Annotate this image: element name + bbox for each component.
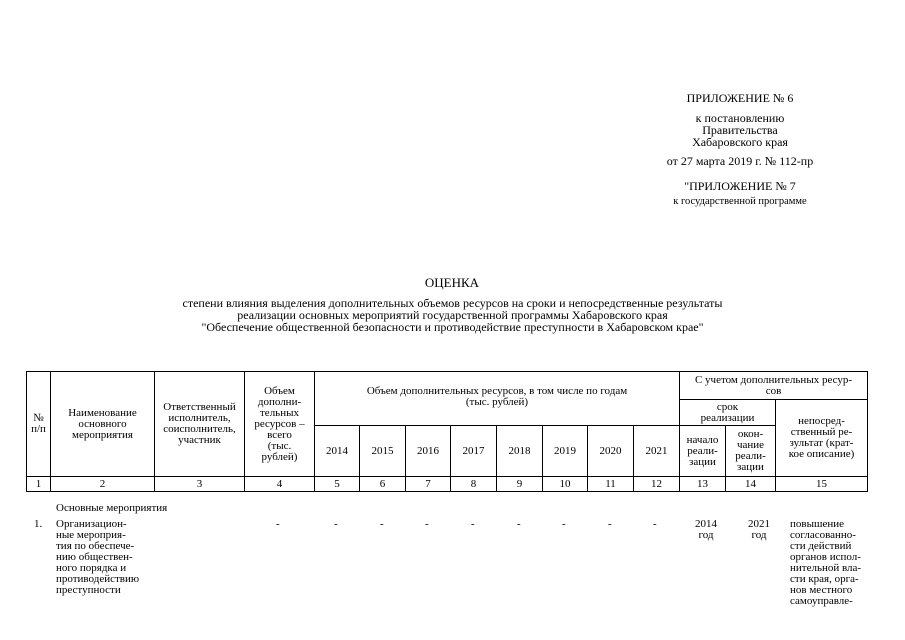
section-label: Основные мероприятия [56,502,168,514]
appendix-line-3: Хабаровского края [692,135,788,149]
col-header-name: Наименование основного мероприятия [51,372,155,477]
col-number-cell: 12 [634,477,680,492]
col-header-year: 2017 [451,426,497,477]
col-header-start: начало реали- зации [680,426,726,477]
col-header-term: срок реализации [680,400,776,426]
col-header-result-group: С учетом дополнительных ресур- сов [680,372,868,400]
col-number-cell: 6 [360,477,406,492]
col-header-year: 2018 [497,426,543,477]
appendix-title: ПРИЛОЖЕНИЕ № 6 [686,91,794,105]
col-number-cell: 4 [245,477,315,492]
document-subtitle-line-2: реализации основных мероприятий государственной программы Хабаровского края [237,308,668,322]
col-header-year: 2020 [588,426,634,477]
appendix-date-line: от 27 марта 2019 г. № 112-пр [666,154,814,168]
row-1-value-2018: - [517,518,521,530]
col-number-cell: 13 [680,477,726,492]
col-header-number: № п/п [27,372,51,477]
assessment-table-header [26,371,868,492]
appendix-line-1: к постановлению [695,111,785,125]
col-header-year: 2021 [634,426,680,477]
row-1-result: повышение согласованно- сти действий органов испол- нительной вла- сти края, орга- нов местного самоуправле- [790,518,862,607]
appendix-line-2: Правительства [702,123,778,137]
document-subtitle-line-3: "Обеспечение общественной безопасности и противодействие преступности в Хабаровском крае" [201,320,704,334]
document-subtitle-line-1: степени влияния выделения дополнительных объемов ресурсов на сроки и непосредственные результаты [182,296,723,310]
row-1-end: 2021 год [748,518,770,541]
row-1-name: Организацион- ные мероприя- тия по обеспече- нию обществен- ного порядка и противодействию преступности [56,518,140,596]
col-number-cell: 14 [726,477,776,492]
col-number-cell: 10 [543,477,588,492]
appendix-quote-title: "ПРИЛОЖЕНИЕ № 7 [684,179,796,193]
row-1-start: 2014 год [695,518,717,541]
row-1-value-2021: - [653,518,657,530]
col-header-executor: Ответственный исполнитель, соисполнитель, участник [155,372,245,477]
row-1-total: - [276,518,280,530]
col-number-cell: 1 [27,477,51,492]
col-header-year: 2014 [315,426,360,477]
col-header-year: 2019 [543,426,588,477]
col-number-cell: 2 [51,477,155,492]
row-1-value-2016: - [425,518,429,530]
col-header-end: окон- чание реали- зации [726,426,776,477]
col-header-years-group: Объем дополнительных ресурсов, в том числе по годам (тыс. рублей) [315,372,680,426]
row-1-value-2019: - [562,518,566,530]
col-number-cell: 9 [497,477,543,492]
row-1-value-2014: - [334,518,338,530]
col-header-total: Объем дополни- тельных ресурсов – всего (тыс. рублей) [245,372,315,477]
col-number-cell: 11 [588,477,634,492]
col-number-cell: 7 [406,477,451,492]
col-number-cell: 3 [155,477,245,492]
document-title: ОЦЕНКА [424,275,480,290]
col-number-cell: 15 [776,477,868,492]
col-header-direct-result: непосред- ственный ре- зультат (крат- кое описание) [776,400,868,477]
col-header-year: 2016 [406,426,451,477]
col-number-cell: 5 [315,477,360,492]
col-header-year: 2015 [360,426,406,477]
col-number-cell: 8 [451,477,497,492]
row-1-number: 1. [34,518,43,530]
row-1-value-2017: - [471,518,475,530]
row-1-value-2015: - [380,518,384,530]
row-1-value-2020: - [608,518,612,530]
appendix-quote-subtitle: к государственной программе [673,196,807,207]
